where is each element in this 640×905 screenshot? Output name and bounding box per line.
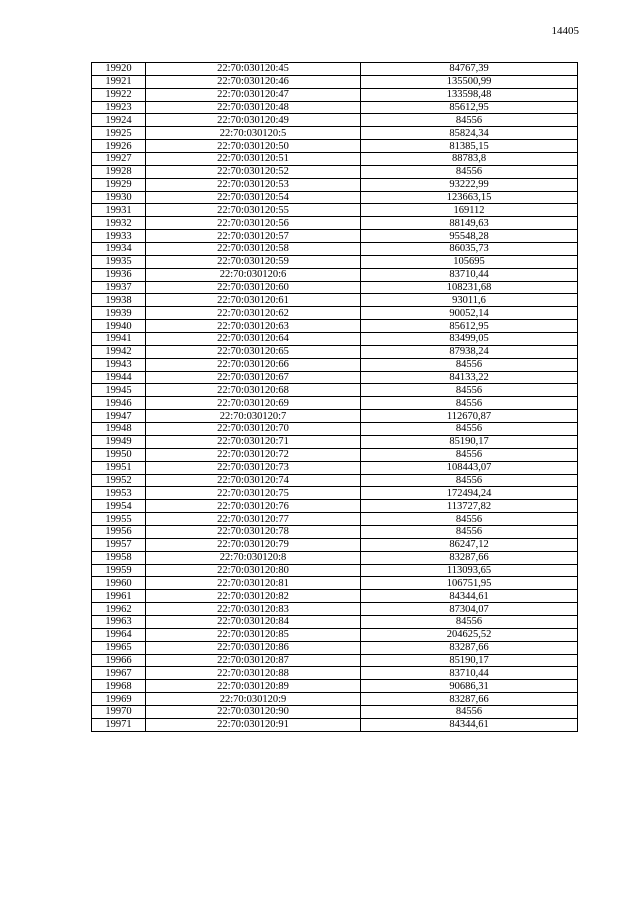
value-cell: 83710,44 (361, 268, 578, 281)
row-number-cell: 19968 (92, 680, 146, 693)
row-number-cell: 19937 (92, 281, 146, 294)
value-cell: 83287,66 (361, 551, 578, 564)
row-number-cell: 19938 (92, 294, 146, 307)
cadastral-number-cell: 22:70:030120:68 (146, 384, 361, 397)
table-row (92, 217, 578, 230)
table-row (92, 628, 578, 641)
row-number-cell: 19963 (92, 615, 146, 628)
value-cell: 84556 (361, 358, 578, 371)
table-row (92, 153, 578, 166)
cadastral-number-cell: 22:70:030120:56 (146, 217, 361, 230)
row-number-cell: 19970 (92, 705, 146, 718)
row-number-cell: 19936 (92, 268, 146, 281)
row-number-cell: 19969 (92, 693, 146, 706)
cadastral-number-cell: 22:70:030120:5 (146, 127, 361, 140)
cadastral-number-cell: 22:70:030120:80 (146, 564, 361, 577)
table-row (92, 88, 578, 101)
row-number-cell: 19956 (92, 525, 146, 538)
row-number-cell: 19949 (92, 435, 146, 448)
row-number-cell: 19923 (92, 101, 146, 114)
table-row (92, 140, 578, 153)
cadastral-number-cell: 22:70:030120:87 (146, 654, 361, 667)
value-cell: 84556 (361, 525, 578, 538)
value-cell: 86035,73 (361, 243, 578, 256)
value-cell: 123663,15 (361, 191, 578, 204)
cadastral-number-cell: 22:70:030120:52 (146, 165, 361, 178)
table-row (92, 63, 578, 76)
cadastral-number-cell: 22:70:030120:76 (146, 500, 361, 513)
cadastral-number-cell: 22:70:030120:47 (146, 88, 361, 101)
value-cell: 113727,82 (361, 500, 578, 513)
table-row (92, 641, 578, 654)
value-cell: 88783,8 (361, 153, 578, 166)
cadastral-number-cell: 22:70:030120:45 (146, 63, 361, 76)
table-row (92, 243, 578, 256)
value-cell: 84344,61 (361, 590, 578, 603)
cadastral-number-cell: 22:70:030120:8 (146, 551, 361, 564)
table-row (92, 230, 578, 243)
table-row (92, 371, 578, 384)
table-row (92, 551, 578, 564)
row-number-cell: 19961 (92, 590, 146, 603)
cadastral-number-cell: 22:70:030120:77 (146, 513, 361, 526)
value-cell: 93011,6 (361, 294, 578, 307)
cadastral-number-cell: 22:70:030120:9 (146, 693, 361, 706)
cadastral-number-cell: 22:70:030120:86 (146, 641, 361, 654)
cadastral-number-cell: 22:70:030120:75 (146, 487, 361, 500)
cadastral-number-cell: 22:70:030120:79 (146, 538, 361, 551)
cadastral-number-cell: 22:70:030120:62 (146, 307, 361, 320)
cadastral-number-cell: 22:70:030120:61 (146, 294, 361, 307)
table-row (92, 204, 578, 217)
cadastral-number-cell: 22:70:030120:46 (146, 75, 361, 88)
table-row (92, 384, 578, 397)
cadastral-number-cell: 22:70:030120:88 (146, 667, 361, 680)
cadastral-number-cell: 22:70:030120:70 (146, 423, 361, 436)
value-cell: 87304,07 (361, 603, 578, 616)
row-number-cell: 19947 (92, 410, 146, 423)
cadastral-number-cell: 22:70:030120:65 (146, 345, 361, 358)
row-number-cell: 19933 (92, 230, 146, 243)
table-row (92, 345, 578, 358)
cadastral-number-cell: 22:70:030120:59 (146, 255, 361, 268)
cadastral-number-cell: 22:70:030120:48 (146, 101, 361, 114)
cadastral-number-cell: 22:70:030120:91 (146, 718, 361, 731)
value-cell: 93222,99 (361, 178, 578, 191)
row-number-cell: 19971 (92, 718, 146, 731)
cadastral-number-cell: 22:70:030120:85 (146, 628, 361, 641)
value-cell: 84556 (361, 474, 578, 487)
cadastral-number-cell: 22:70:030120:6 (146, 268, 361, 281)
table-row (92, 474, 578, 487)
cadastral-number-cell: 22:70:030120:50 (146, 140, 361, 153)
table-body (92, 63, 578, 732)
row-number-cell: 19930 (92, 191, 146, 204)
cadastral-value-table (91, 62, 578, 732)
value-cell: 172494,24 (361, 487, 578, 500)
value-cell: 108443,07 (361, 461, 578, 474)
cadastral-number-cell: 22:70:030120:81 (146, 577, 361, 590)
value-cell: 84556 (361, 448, 578, 461)
table-row (92, 538, 578, 551)
row-number-cell: 19965 (92, 641, 146, 654)
table-row (92, 667, 578, 680)
cadastral-number-cell: 22:70:030120:67 (146, 371, 361, 384)
cadastral-number-cell: 22:70:030120:58 (146, 243, 361, 256)
table-row (92, 513, 578, 526)
row-number-cell: 19941 (92, 333, 146, 346)
value-cell: 95548,28 (361, 230, 578, 243)
value-cell: 84556 (361, 423, 578, 436)
value-cell: 83287,66 (361, 693, 578, 706)
value-cell: 87938,24 (361, 345, 578, 358)
table-row (92, 255, 578, 268)
cadastral-number-cell: 22:70:030120:63 (146, 320, 361, 333)
table-row (92, 294, 578, 307)
table-row (92, 590, 578, 603)
value-cell: 88149,63 (361, 217, 578, 230)
value-cell: 84767,39 (361, 63, 578, 76)
value-cell: 90686,31 (361, 680, 578, 693)
cadastral-number-cell: 22:70:030120:53 (146, 178, 361, 191)
row-number-cell: 19927 (92, 153, 146, 166)
row-number-cell: 19957 (92, 538, 146, 551)
table-row (92, 281, 578, 294)
table-row (92, 525, 578, 538)
row-number-cell: 19944 (92, 371, 146, 384)
value-cell: 84556 (361, 705, 578, 718)
value-cell: 169112 (361, 204, 578, 217)
table-row (92, 705, 578, 718)
row-number-cell: 19962 (92, 603, 146, 616)
value-cell: 85612,95 (361, 320, 578, 333)
row-number-cell: 19945 (92, 384, 146, 397)
table-row (92, 165, 578, 178)
cadastral-number-cell: 22:70:030120:55 (146, 204, 361, 217)
table-row (92, 75, 578, 88)
value-cell: 112670,87 (361, 410, 578, 423)
row-number-cell: 19954 (92, 500, 146, 513)
page-number: 14405 (551, 25, 579, 37)
value-cell: 84556 (361, 513, 578, 526)
value-cell: 83287,66 (361, 641, 578, 654)
table-row (92, 654, 578, 667)
row-number-cell: 19958 (92, 551, 146, 564)
value-cell: 113093,65 (361, 564, 578, 577)
row-number-cell: 19959 (92, 564, 146, 577)
table-row (92, 410, 578, 423)
value-cell: 108231,68 (361, 281, 578, 294)
row-number-cell: 19953 (92, 487, 146, 500)
row-number-cell: 19951 (92, 461, 146, 474)
table-row (92, 461, 578, 474)
table-row (92, 397, 578, 410)
row-number-cell: 19955 (92, 513, 146, 526)
table-row (92, 333, 578, 346)
value-cell: 85612,95 (361, 101, 578, 114)
value-cell: 83710,44 (361, 667, 578, 680)
value-cell: 135500,99 (361, 75, 578, 88)
value-cell: 84556 (361, 114, 578, 127)
row-number-cell: 19931 (92, 204, 146, 217)
value-cell: 106751,95 (361, 577, 578, 590)
table-row (92, 127, 578, 140)
row-number-cell: 19929 (92, 178, 146, 191)
cadastral-number-cell: 22:70:030120:51 (146, 153, 361, 166)
row-number-cell: 19920 (92, 63, 146, 76)
table-row (92, 680, 578, 693)
row-number-cell: 19960 (92, 577, 146, 590)
value-cell: 86247,12 (361, 538, 578, 551)
row-number-cell: 19966 (92, 654, 146, 667)
value-cell: 85190,17 (361, 654, 578, 667)
table-row (92, 603, 578, 616)
value-cell: 84556 (361, 397, 578, 410)
value-cell: 90052,14 (361, 307, 578, 320)
value-cell: 105695 (361, 255, 578, 268)
value-cell: 84556 (361, 384, 578, 397)
cadastral-number-cell: 22:70:030120:60 (146, 281, 361, 294)
table-row (92, 178, 578, 191)
table-row (92, 114, 578, 127)
table-row (92, 577, 578, 590)
row-number-cell: 19939 (92, 307, 146, 320)
table-row (92, 693, 578, 706)
row-number-cell: 19946 (92, 397, 146, 410)
value-cell: 84344,61 (361, 718, 578, 731)
table-row (92, 487, 578, 500)
cadastral-number-cell: 22:70:030120:7 (146, 410, 361, 423)
table-row (92, 435, 578, 448)
cadastral-number-cell: 22:70:030120:72 (146, 448, 361, 461)
table-row (92, 307, 578, 320)
row-number-cell: 19935 (92, 255, 146, 268)
table-row (92, 500, 578, 513)
value-cell: 85824,34 (361, 127, 578, 140)
table-row (92, 423, 578, 436)
cadastral-number-cell: 22:70:030120:64 (146, 333, 361, 346)
row-number-cell: 19964 (92, 628, 146, 641)
table-row (92, 718, 578, 731)
row-number-cell: 19952 (92, 474, 146, 487)
cadastral-number-cell: 22:70:030120:73 (146, 461, 361, 474)
value-cell: 84133,22 (361, 371, 578, 384)
table-row (92, 615, 578, 628)
table-row (92, 320, 578, 333)
row-number-cell: 19924 (92, 114, 146, 127)
value-cell: 81385,15 (361, 140, 578, 153)
row-number-cell: 19967 (92, 667, 146, 680)
row-number-cell: 19925 (92, 127, 146, 140)
table-row (92, 268, 578, 281)
cadastral-number-cell: 22:70:030120:66 (146, 358, 361, 371)
cadastral-number-cell: 22:70:030120:71 (146, 435, 361, 448)
table-row (92, 448, 578, 461)
cadastral-number-cell: 22:70:030120:89 (146, 680, 361, 693)
row-number-cell: 19926 (92, 140, 146, 153)
table-row (92, 564, 578, 577)
row-number-cell: 19950 (92, 448, 146, 461)
value-cell: 133598,48 (361, 88, 578, 101)
row-number-cell: 19922 (92, 88, 146, 101)
cadastral-number-cell: 22:70:030120:82 (146, 590, 361, 603)
value-cell: 85190,17 (361, 435, 578, 448)
row-number-cell: 19934 (92, 243, 146, 256)
cadastral-number-cell: 22:70:030120:74 (146, 474, 361, 487)
value-cell: 84556 (361, 165, 578, 178)
value-cell: 84556 (361, 615, 578, 628)
value-cell: 204625,52 (361, 628, 578, 641)
cadastral-number-cell: 22:70:030120:49 (146, 114, 361, 127)
row-number-cell: 19948 (92, 423, 146, 436)
table-row (92, 358, 578, 371)
cadastral-number-cell: 22:70:030120:54 (146, 191, 361, 204)
cadastral-number-cell: 22:70:030120:90 (146, 705, 361, 718)
row-number-cell: 19942 (92, 345, 146, 358)
table-row (92, 191, 578, 204)
row-number-cell: 19932 (92, 217, 146, 230)
row-number-cell: 19943 (92, 358, 146, 371)
cadastral-number-cell: 22:70:030120:84 (146, 615, 361, 628)
row-number-cell: 19940 (92, 320, 146, 333)
cadastral-number-cell: 22:70:030120:57 (146, 230, 361, 243)
row-number-cell: 19921 (92, 75, 146, 88)
cadastral-number-cell: 22:70:030120:69 (146, 397, 361, 410)
table-row (92, 101, 578, 114)
cadastral-number-cell: 22:70:030120:78 (146, 525, 361, 538)
value-cell: 83499,05 (361, 333, 578, 346)
cadastral-number-cell: 22:70:030120:83 (146, 603, 361, 616)
row-number-cell: 19928 (92, 165, 146, 178)
